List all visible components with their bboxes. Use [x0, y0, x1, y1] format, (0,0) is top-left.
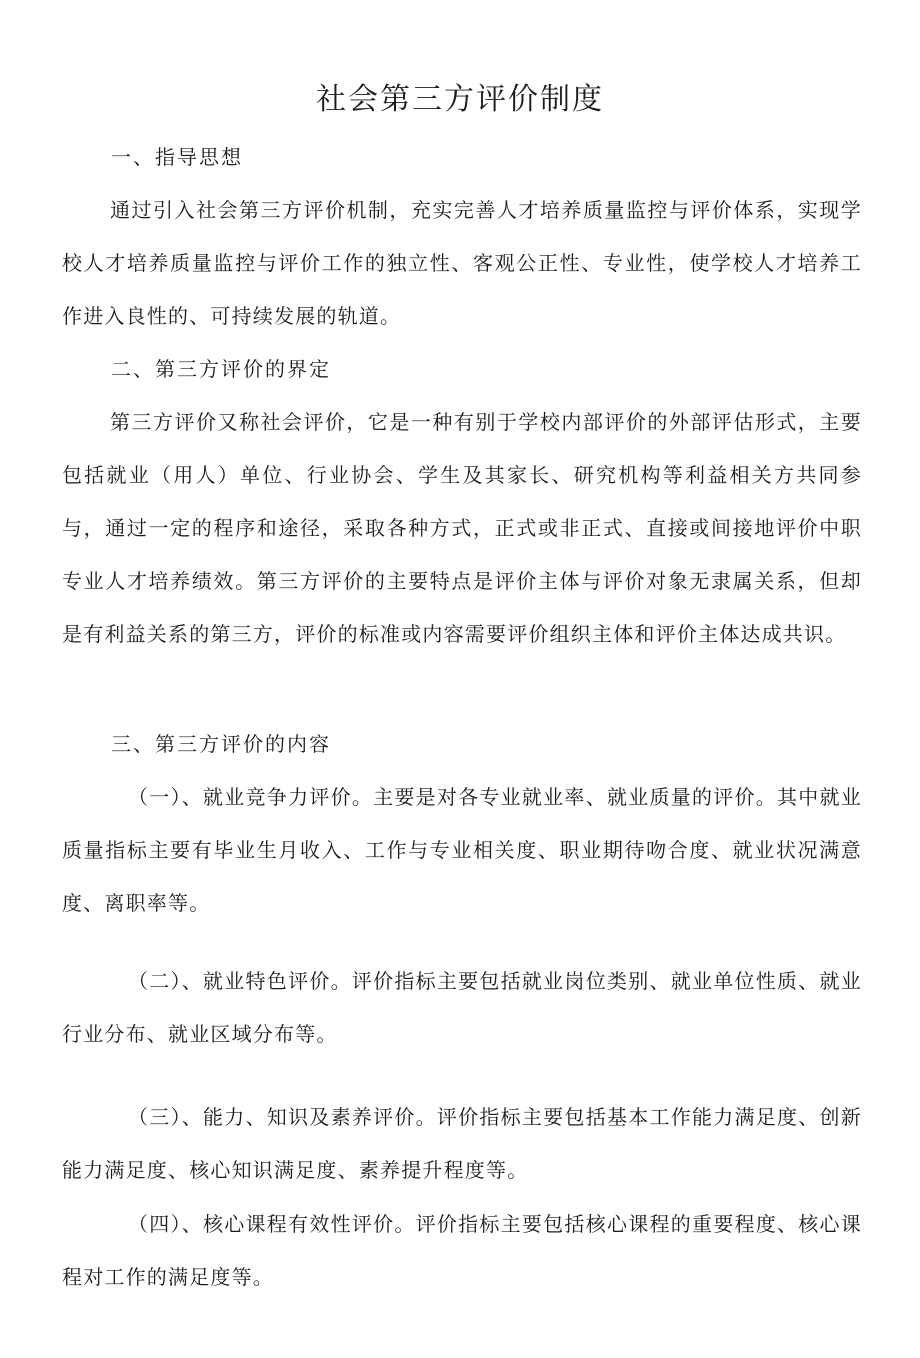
paragraph-core-course: （四）、核心课程有效性评价。评价指标主要包括核心课程的重要程度、核心课程对工作的满足度等。 [62, 1212, 862, 1289]
section-heading-definition: 二、第三方评价的界定 [111, 357, 331, 381]
paragraph-ability-knowledge: （三）、能力、知识及素养评价。评价指标主要包括基本工作能力满足度、创新能力满足度、核心知识满足度、素养提升程度等。 [62, 1105, 862, 1182]
document-title: 社会第三方评价制度 [316, 82, 604, 117]
paragraph-guiding-ideology: 通过引入社会第三方评价机制，充实完善人才培养质量监控与评价体系，实现学校人才培养质量监控与评价工作的独立性、客观公正性、专业性，使学校人才培养工作进入良性的、可持续发展的轨道。 [62, 198, 862, 328]
paragraph-employment-characteristics: （二）、就业特色评价。评价指标主要包括就业岗位类别、就业单位性质、就业行业分布、就业区域分布等。 [62, 969, 862, 1046]
paragraph-employment-competitiveness: （一）、就业竞争力评价。主要是对各专业就业率、就业质量的评价。其中就业质量指标主要有毕业生月收入、工作与专业相关度、职业期待吻合度、就业状况满意度、离职率等。 [62, 785, 862, 915]
paragraph-definition: 第三方评价又称社会评价，它是一种有别于学校内部评价的外部评估形式，主要包括就业（用人）单位、行业协会、学生及其家长、研究机构等利益相关方共同参与，通过一定的程序和途径，采取各种方式，正式或非正式、直接或间接地评价中职专业人才培养绩效。第三方评价的主要特点是评价主体与评价对象无隶属关系，但却是有利益关系的第三方，评价的标准或内容需要评价组织主体和评价主体达成共识。 [62, 410, 862, 646]
section-heading-guiding-ideology: 一、指导思想 [111, 145, 243, 169]
section-heading-content: 三、第三方评价的内容 [111, 732, 331, 756]
